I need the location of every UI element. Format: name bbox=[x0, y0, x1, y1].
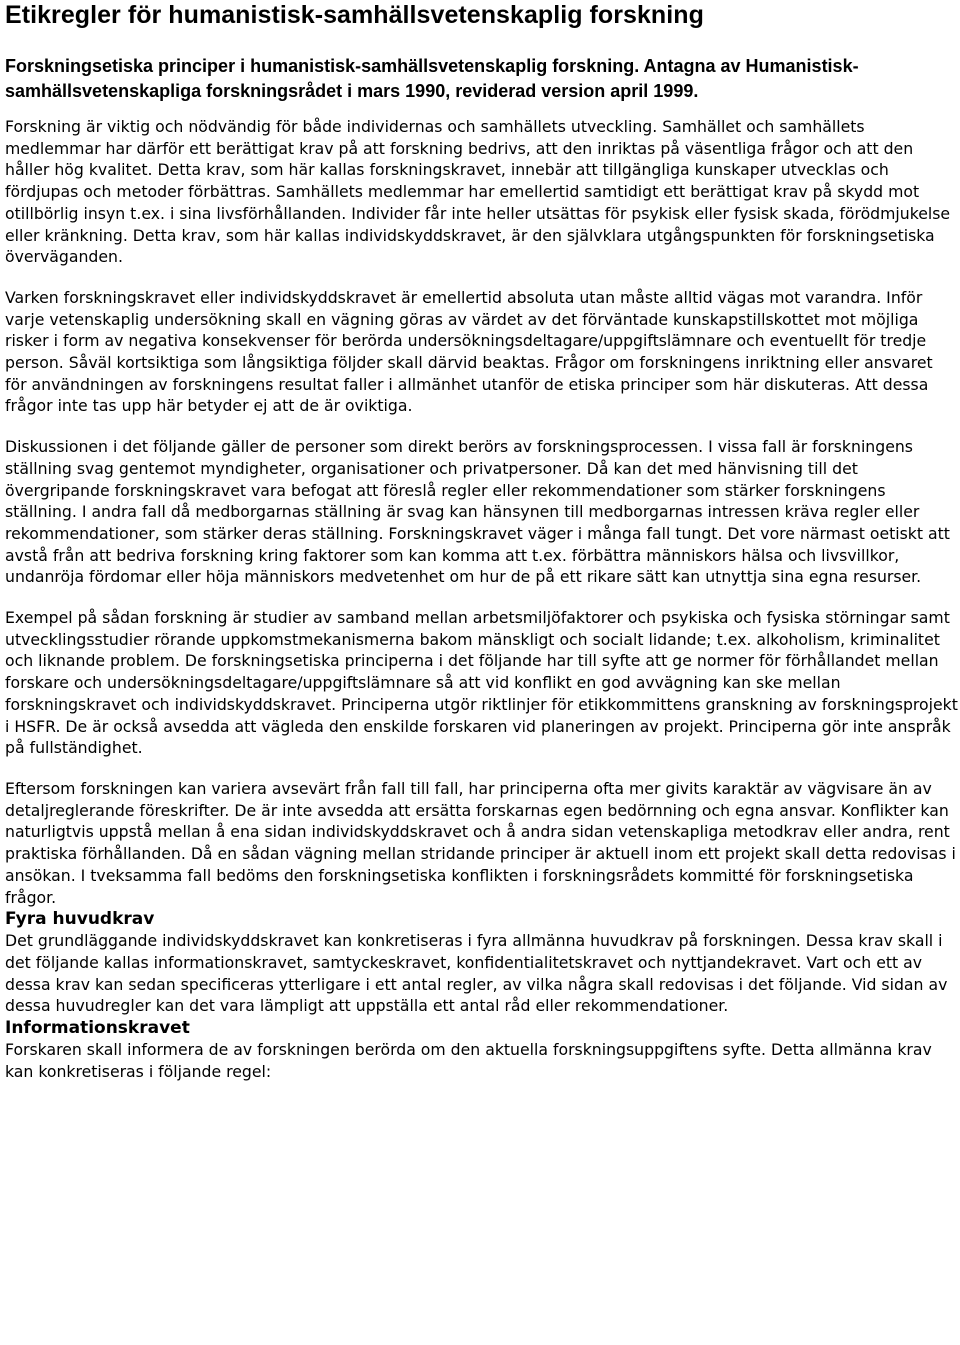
page-title: Etikregler för humanistisk-samhällsvetenskaplig forskning bbox=[5, 1, 704, 29]
paragraph-5: Eftersom forskningen kan variera avsevärt från fall till fall, har principerna ofta mer givits karaktär av vägvisare än av detaljreglerande föreskrifter. De är inte avsedda att ersätta forskarnas egen bedörnning och egna ansvar. Konflikter kan naturligtvis uppstå mellan å ena sidan individskyddskravet och å andra sidan vetenskapliga metodkrav eller andra, rent praktiska förhållanden. Då en sådan vägning mellan stridande principer är aktuell inom ett projekt skall detta redovisas i ansökan. I tveksamma fall bedöms den forskningsetiska konflikten i forskningsrådets kommitté för forskningsetiska frågor. bbox=[5, 778, 956, 907]
paragraph-informationskravet: Forskaren skall informera de av forskningen berörda om den aktuella forskningsuppgiftens syfte. Detta allmänna krav kan konkretiseras i följande regel: bbox=[5, 1040, 932, 1081]
paragraph-1: Forskning är viktig och nödvändig för både individernas och samhällets utveckling. Samhället och samhällets medlemmar har därför ett berättigat krav på att forskning bedrivs, att den inriktas på väsentliga frågor och att den håller hög kvalitet. Detta krav, som här kallas forskningskravet, innebär att tillgängliga kunskaper utvecklas och fördjupas och metoder förbättras. Samhällets medlemmar har emellertid samtidigt ett berättigat krav på skydd mot otillbörlig insyn t.ex. i sina livsförhållanden. Individer får inte heller utsättas för psykisk eller fysisk skada, förödmjukelse eller kränkning. Detta krav, som här kallas individskyddskravet, är den självklara utgångspunkten för forskningsetiska överväganden. bbox=[5, 117, 951, 267]
paragraph-fyra-huvudkrav: Det grundläggande individskyddskravet kan konkretiseras i fyra allmänna huvudkrav på forskningen. Dessa krav skall i det följande kallas informationskravet, samtyckeskravet, konfidentialitetskravet och nyttjandekravet. Vart och ett av dessa krav kan sedan specificeras ytterligare i ett antal regler, av vilka några skall redovisas i det följande. Vid sidan av dessa huvudregler kan det vara lämpligt att uppställa ett antal råd eller rekommendationer. bbox=[5, 931, 948, 1016]
document-subtitle: Forskningsetiska principer i humanistisk-samhällsvetenskaplig forskning. Antagna av Humanistisk-samhällsvetenskapliga forskningsrådet i mars 1990, reviderad version april 1999. bbox=[5, 56, 859, 101]
section-heading-fyra-huvudkrav: Fyra huvudkrav bbox=[5, 909, 155, 930]
section-heading-informationskravet: Informationskravet bbox=[5, 1018, 190, 1039]
paragraph-4: Exempel på sådan forskning är studier av samband mellan arbetsmiljöfaktorer och psykiska och fysiska störningar samt utvecklingsstudier rörande uppkomstmekanismerna bakom mänskligt och socialt lidande; t.ex. alkoholism, kriminalitet och liknande problem. De forskningsetiska principerna i det följande har till syfte att ge normer för förhållandet mellan forskare och undersökningsdeltagare/uppgiftslämnare så att vid konflikt en god avvägning kan ske mellan forskningskravet och individskyddskravet. Principerna utgör riktlinjer för etikkommittens granskning av forskningsprojekt i HSFR. De är också avsedda att vägleda den enskilde forskaren vid planeringen av projekt. Principerna gör inte anspråk på fullständighet. bbox=[5, 608, 958, 758]
paragraph-2: Varken forskningskravet eller individskyddskravet är emellertid absoluta utan måste alltid vägas mot varandra. Inför varje vetenskaplig undersökning skall en vägning göras av värdet av det förväntade kunskapstillskottet mot möjliga risker i form av negativa konsekvenser för berörda undersökningsdeltagare/uppgiftslämnare och eventuellt för tredje person. Såväl kortsiktiga som långsiktiga följder skall därvid beaktas. Frågor om forskningens inriktning eller ansvaret för användningen av forskningens resultat faller i allmänhet utanför de etiska principer som här diskuteras. Att dessa frågor inte tas upp här betyder ej att de är oviktiga. bbox=[5, 287, 933, 416]
paragraph-3: Diskussionen i det följande gäller de personer som direkt berörs av forskningsprocessen. I vissa fall är forskningens ställning svag gentemot myndigheter, organisationer och privatpersoner. Då kan det med hänvisning till det övergripande forskningskravet vara befogat att föreslå regler eller rekommendationer som stärker forskningens ställning. I andra fall då medborgarnas ställning är svag kan hänsynen till medborgarnas intressen kräva regler eller rekommendationer, som stärker deras ställning. Forskningskravet väger i många fall tungt. Det vore närmast oetiskt att avstå från att bedriva forskning kring faktorer som kan komma att t.ex. förbättra människors hälsa och livsvillkor, undanröja fördomar eller höja människors medvetenhet om hur de på ett rikare sätt kan utnyttja sina egna resurser. bbox=[5, 437, 950, 587]
